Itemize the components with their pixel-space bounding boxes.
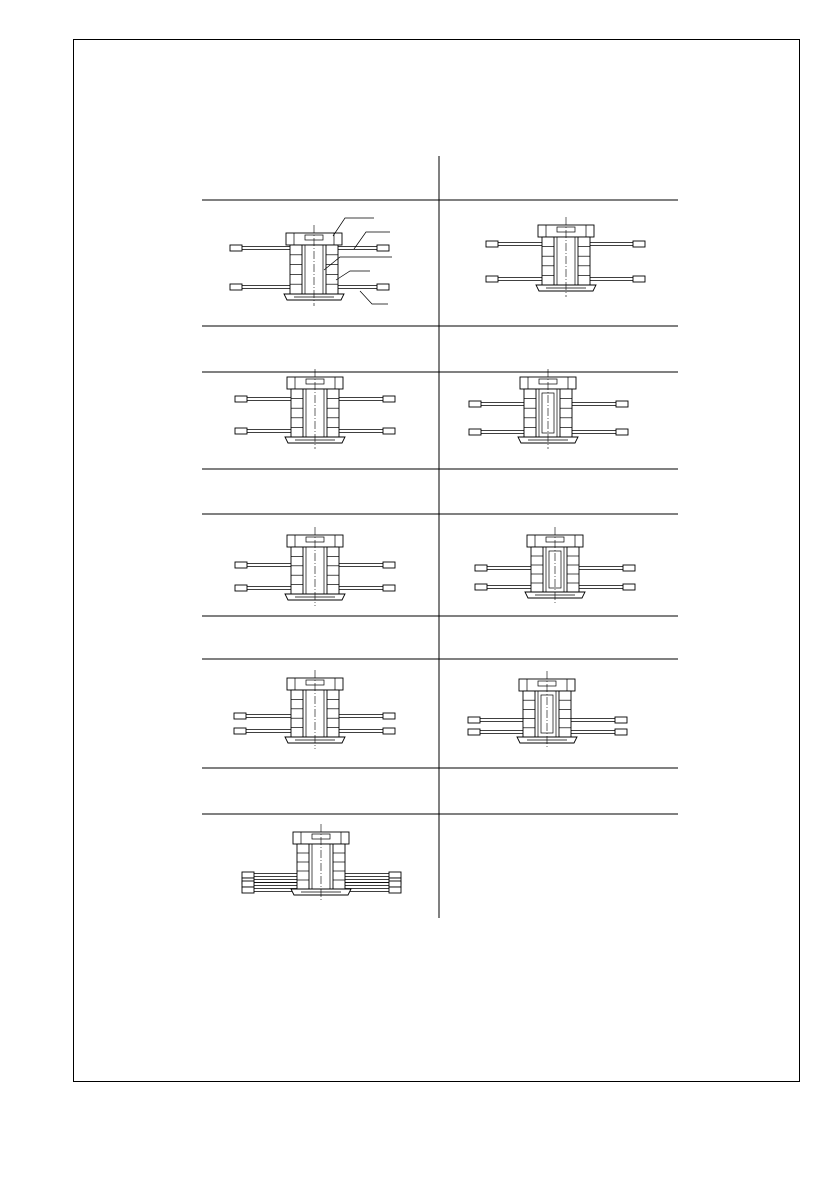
coil-former-panel-5a xyxy=(242,824,401,901)
coil-former-panel-1a xyxy=(230,225,389,306)
lead-terminal xyxy=(389,881,401,887)
table-grid xyxy=(202,156,678,918)
lead-terminal xyxy=(230,284,242,290)
lead-terminal xyxy=(235,562,247,568)
lead-terminal xyxy=(242,872,254,878)
lead-terminal xyxy=(234,728,246,734)
lead-terminal xyxy=(234,713,246,719)
lead-terminal xyxy=(616,429,628,435)
lead-terminal xyxy=(235,585,247,591)
component-panels xyxy=(230,217,645,901)
leader-line xyxy=(336,271,370,280)
lead-terminal xyxy=(383,713,395,719)
lead-terminal xyxy=(235,428,247,434)
lead-terminal xyxy=(623,565,635,571)
coil-former-panel-3b xyxy=(475,527,635,604)
coil-former-panel-4b xyxy=(468,671,627,749)
lead-terminal xyxy=(486,241,498,247)
lead-terminal xyxy=(383,728,395,734)
lead-terminal xyxy=(633,276,645,282)
lead-terminal xyxy=(633,241,645,247)
lead-terminal xyxy=(475,565,487,571)
coil-former-panel-4a xyxy=(234,670,395,749)
lead-terminal xyxy=(469,429,481,435)
lead-terminal xyxy=(623,584,635,590)
lead-terminal xyxy=(615,729,627,735)
lead-terminal xyxy=(475,584,487,590)
leader-line xyxy=(360,291,388,304)
coil-former-panel-3a xyxy=(235,527,395,606)
lead-terminal xyxy=(377,245,389,251)
coil-former-panel-2a xyxy=(235,369,395,449)
lead-terminal xyxy=(383,428,395,434)
lead-terminal xyxy=(468,729,480,735)
lead-terminal xyxy=(469,401,481,407)
coil-former-panel-1b xyxy=(486,217,645,297)
lead-terminal xyxy=(377,284,389,290)
lead-terminal xyxy=(389,872,401,878)
lead-terminal xyxy=(383,562,395,568)
lead-terminal xyxy=(383,396,395,402)
lead-terminal xyxy=(230,245,242,251)
lead-terminal xyxy=(486,276,498,282)
lead-terminal xyxy=(242,887,254,893)
lead-terminal xyxy=(616,401,628,407)
lead-terminal xyxy=(383,585,395,591)
lead-terminal xyxy=(389,887,401,893)
lead-terminal xyxy=(615,717,627,723)
lead-terminal xyxy=(242,881,254,887)
lead-terminal xyxy=(235,396,247,402)
lead-terminal xyxy=(468,717,480,723)
coil-former-panel-2b xyxy=(469,369,628,449)
